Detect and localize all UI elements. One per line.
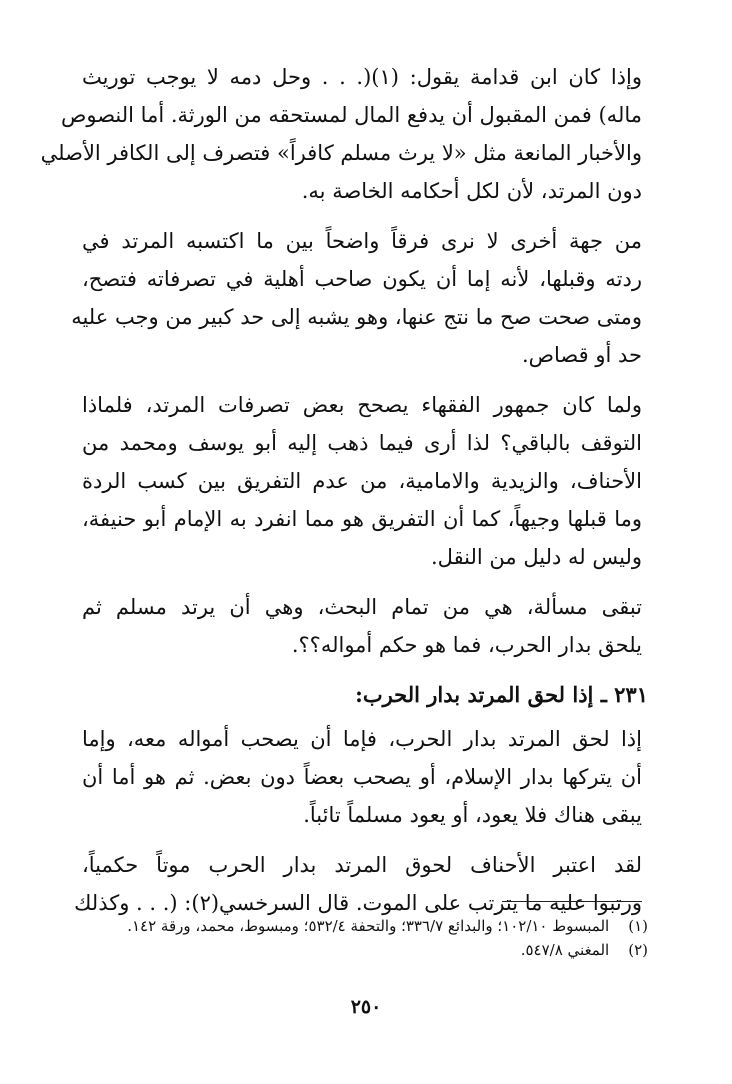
- text-line: ماله) فمن المقبول أن يدفع المال لمستحقه من الورثة. أما النصوص: [60, 103, 642, 127]
- text-line: تبقى مسألة، هي من تمام البحث، وهي أن يرتد مسلم ثم: [82, 595, 642, 619]
- section-heading: ٢٣١ ـ إذا لحق المرتد بدار الحرب:: [355, 682, 648, 707]
- text-line: وإذا كان ابن قدامة يقول: (١)(. . . وحل دمه لا يوجب توريث: [82, 65, 642, 89]
- paragraph: [74, 846, 642, 922]
- text-line: إذا لحق المرتد بدار الحرب، فإما أن يصحب أمواله معه، وإما: [82, 727, 642, 751]
- footnote-text: المبسوط ١٠٢/١٠؛ والبدائع ٣٣٦/٧؛ والتحفة ٥٣٢/٤؛ ومبسوط، محمد، ورقة ١٤٢.: [127, 917, 610, 935]
- text-line: وليس له دليل من النقل.: [430, 545, 642, 569]
- text-line: لقد اعتبر الأحناف لحوق المرتد بدار الحرب موتاً حكمياً،: [82, 853, 642, 877]
- paragraph: [82, 588, 642, 664]
- paragraph: [82, 720, 642, 834]
- footnote-number: (٢): [628, 941, 648, 959]
- page-number: ٢٥٠: [350, 996, 382, 1018]
- text-line: التوقف بالباقي؟ لذا أرى فيما ذهب إليه أبو يوسف ومحمد من: [82, 431, 642, 455]
- text-line: وما قبلها وجيهاً، كما أن التفريق هو مما انفرد به الإمام أبو حنيفة،: [82, 507, 642, 531]
- paragraph: [40, 58, 642, 210]
- text-line: حد أو قصاص.: [521, 343, 642, 367]
- footnote-text: المغني ٥٤٧/٨.: [520, 941, 610, 959]
- footnotes: [82, 914, 648, 962]
- footnote: [82, 938, 648, 962]
- footnote-divider: [502, 901, 642, 902]
- text-line: والأخبار المانعة مثل «لا يرث مسلم كافراً» فتصرف إلى الكافر الأصلي: [40, 141, 642, 165]
- paragraph: [82, 386, 642, 576]
- text-line: دون المرتد، لأن لكل أحكامه الخاصة به.: [301, 179, 642, 203]
- paragraph: [71, 222, 642, 374]
- text-line: ومتى صحت صح ما نتج عنها، وهو يشبه إلى حد كبير من وجب عليه: [71, 305, 642, 329]
- text-line: أن يتركها بدار الإسلام، أو يصحب بعضاً دون بعض. ثم هو أما أن: [82, 765, 642, 789]
- text-line: الأحناف، والزيدية والامامية، من عدم التفريق بين كسب الردة: [82, 469, 642, 493]
- text-line: يلحق بدار الحرب، فما هو حكم أمواله؟؟.: [291, 633, 642, 657]
- text-line: يبقى هناك فلا يعود، أو يعود مسلماً تائباً.: [303, 803, 642, 827]
- text-line: ردته وقبلها، لأنه إما أن يكون صاحب أهلية في تصرفاته فتصح،: [82, 267, 642, 291]
- footnote: [82, 914, 648, 938]
- text-line: من جهة أخرى لا نرى فرقاً واضحاً بين ما اكتسبه المرتد في: [82, 229, 642, 253]
- body-text: [40, 58, 648, 922]
- text-line: ولما كان جمهور الفقهاء يصحح بعض تصرفات المرتد، فلماذا: [82, 393, 642, 417]
- footnote-number: (١): [628, 917, 648, 935]
- text-line: ورتبوا عليه ما يترتب على الموت. قال السرخسي(٢): (. . . وكذلك: [74, 891, 642, 915]
